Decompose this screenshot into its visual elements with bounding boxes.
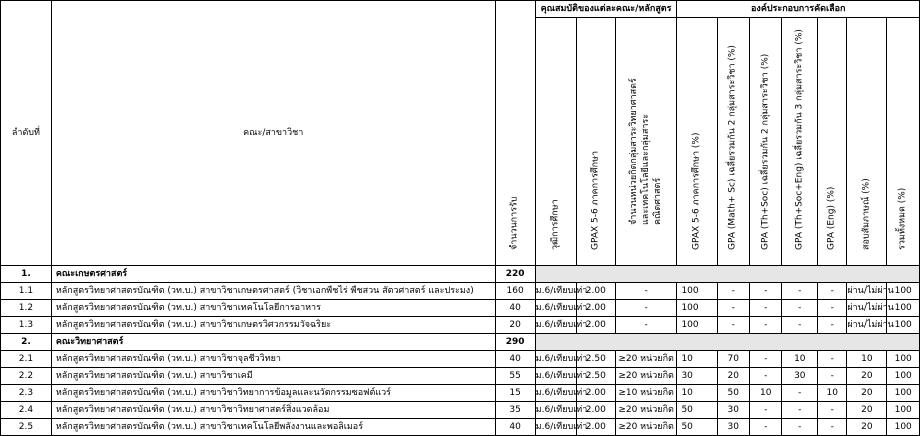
row-c6: ผ่าน/ไม่ผ่าน [847,283,887,300]
row-units: - [615,300,677,317]
row-c6: ผ่าน/ไม่ผ่าน [847,317,887,334]
header-s2 [717,18,749,266]
row-c3: - [749,351,781,368]
section-name: คณะวิทยาศาสตร์ [51,334,495,351]
row-no: 2.5 [1,419,52,436]
row-seats: 55 [495,368,535,385]
row-c3: - [749,368,781,385]
row-program: หลักสูตรวิทยาศาสตรบัณฑิต (วท.บ.) สาขาวิชาวิทยาการข้อมูลและนวัตกรรมซอฟต์แวร์ [51,385,495,402]
header-s4-label: GPA (Th+Soc+Eng) เฉลี่ยรวมกัน 3 กลุ่มสาระวิชา (%) [794,29,805,250]
header-edu [535,18,576,266]
row-c1: 50 [677,419,717,436]
row-c4: 10 [782,351,818,368]
header-s7 [887,18,920,266]
table-row [1,402,920,419]
row-edu: ม.6/เทียบเท่า [535,419,576,436]
header-gpax [576,18,615,266]
row-c4: 30 [782,368,818,385]
row-no: 1.1 [1,283,52,300]
header-s6-label: สอบสัมภาษณ์ (%) [861,178,872,250]
row-c7: 100 [887,283,920,300]
row-seats: 15 [495,385,535,402]
row-gpax: 2.00 [576,402,615,419]
row-c7: 100 [887,351,920,368]
row-c2: 30 [717,419,749,436]
header-gpax-label: GPAX 5-6 ภาคการศึกษา [590,150,601,250]
header-units [615,18,677,266]
row-no: 1.3 [1,317,52,334]
row-c1: 50 [677,402,717,419]
row-gpax: 2.50 [576,351,615,368]
row-edu: ม.6/เทียบเท่า [535,368,576,385]
header-units-label: จำนวนหน่วยกิตกลุ่มสาระวิทยาศาสตร์และเทคโนโลยีและกลุ่มสาระคณิตศาสตร์ [629,78,664,225]
row-c6: 20 [847,419,887,436]
table-row [1,419,920,436]
row-c2: 50 [717,385,749,402]
row-c3: - [749,419,781,436]
section-filler [535,334,919,351]
row-gpax: 2.00 [576,419,615,436]
row-gpax: 2.00 [576,317,615,334]
header-selection-group: องค์ประกอบการคัดเลือก [677,1,920,18]
row-edu: ม.6/เทียบเท่า [535,317,576,334]
table-row [1,317,920,334]
table-row [1,283,920,300]
row-program: หลักสูตรวิทยาศาสตรบัณฑิต (วท.บ.) สาขาวิชาเทคโนโลยีพลังงานและพอลิเมอร์ [51,419,495,436]
header-s2-label: GPA (Math+ Sc) เฉลี่ยรวมกัน 2 กลุ่มสาระวิชา (%) [727,45,738,250]
row-program: หลักสูตรวิทยาศาสตรบัณฑิต (วท.บ.) สาขาวิชาเกษตรวิศวกรรมวัจฉริยะ [51,317,495,334]
row-program: หลักสูตรวิทยาศาสตรบัณฑิต (วท.บ.) สาขาวิชาเทคโนโลยีการอาหาร [51,300,495,317]
header-qualification-group: คุณสมบัติของแต่ละคณะ/หลักสูตร [535,1,677,18]
row-c6: 20 [847,368,887,385]
row-c1: 30 [677,368,717,385]
row-units: - [615,283,677,300]
row-units: - [615,317,677,334]
row-program: หลักสูตรวิทยาศาสตรบัณฑิต (วท.บ.) สาขาวิชาเกษตรศาสตร์ (วิชาเอกพืชไร่ พืชสวน สัตวศาสตร์ และประมง) [51,283,495,300]
row-units: ≥20 หน่วยกิต [615,419,677,436]
row-units: ≥20 หน่วยกิต [615,368,677,385]
header-s3-label: GPA (Th+Soc) เฉลี่ยรวมกัน 2 กลุ่มสาระวิชา (%) [760,53,771,250]
row-c7: 100 [887,300,920,317]
row-c7: 100 [887,368,920,385]
row-c5: - [818,300,847,317]
row-c5: - [818,368,847,385]
section-seats: 290 [495,334,535,351]
row-seats: 20 [495,317,535,334]
row-c4: - [782,385,818,402]
header-seats-label: จำนวนการรับ [509,196,520,250]
row-c6: ผ่าน/ไม่ผ่าน [847,300,887,317]
row-c7: 100 [887,402,920,419]
section-name: คณะเกษตรศาสตร์ [51,266,495,283]
table-row [1,368,920,385]
row-edu: ม.6/เทียบเท่า [535,385,576,402]
row-c3: - [749,283,781,300]
row-c5: 10 [818,385,847,402]
row-gpax: 2.50 [576,368,615,385]
table-row [1,300,920,317]
row-c6: 10 [847,351,887,368]
row-program: หลักสูตรวิทยาศาสตรบัณฑิต (วท.บ.) สาขาวิชาเคมี [51,368,495,385]
row-c1: 100 [677,300,717,317]
row-no: 2.1 [1,351,52,368]
row-no: 2.3 [1,385,52,402]
row-c3: - [749,300,781,317]
row-c4: - [782,402,818,419]
row-gpax: 2.00 [576,385,615,402]
row-gpax: 2.00 [576,300,615,317]
row-edu: ม.6/เทียบเท่า [535,300,576,317]
row-c3: 10 [749,385,781,402]
section-row-agriculture [1,266,920,283]
row-c3: - [749,317,781,334]
row-no: 1.2 [1,300,52,317]
row-c5: - [818,283,847,300]
row-c5: - [818,419,847,436]
header-faculty: คณะ/สาขาวิชา [51,1,495,266]
row-c4: - [782,300,818,317]
row-c6: 20 [847,385,887,402]
row-edu: ม.6/เทียบเท่า [535,402,576,419]
row-c4: - [782,419,818,436]
section-no: 1. [1,266,52,283]
header-s1-label: GPAX 5-6 ภาคการศึกษา (%) [691,132,702,250]
section-filler [535,266,919,283]
row-c6: 20 [847,402,887,419]
row-c1: 100 [677,283,717,300]
row-c5: - [818,351,847,368]
row-no: 2.2 [1,368,52,385]
row-c1: 10 [677,385,717,402]
row-c2: 70 [717,351,749,368]
header-s6 [847,18,887,266]
row-seats: 40 [495,419,535,436]
row-c7: 100 [887,385,920,402]
row-gpax: 2.00 [576,283,615,300]
row-seats: 40 [495,351,535,368]
header-s3 [749,18,781,266]
row-seats: 160 [495,283,535,300]
row-c3: - [749,402,781,419]
header-seats [495,1,535,266]
header-edu-label: วุฒิการศึกษา [550,199,561,250]
row-edu: ม.6/เทียบเท่า [535,283,576,300]
row-units: ≥20 หน่วยกิต [615,351,677,368]
row-no: 2.4 [1,402,52,419]
row-c2: 20 [717,368,749,385]
row-c5: - [818,317,847,334]
row-c2: - [717,283,749,300]
header-s1 [677,18,717,266]
row-seats: 35 [495,402,535,419]
header-s5 [818,18,847,266]
row-c7: 100 [887,419,920,436]
table-row [1,385,920,402]
row-c4: - [782,283,818,300]
row-program: หลักสูตรวิทยาศาสตรบัณฑิต (วท.บ.) สาขาวิชาวิทยาศาสตร์สิ่งแวดล้อม [51,402,495,419]
row-program: หลักสูตรวิทยาศาสตรบัณฑิต (วท.บ.) สาขาวิชาจุลชีววิทยา [51,351,495,368]
row-c1: 10 [677,351,717,368]
table-row [1,351,920,368]
section-no: 2. [1,334,52,351]
row-edu: ม.6/เทียบเท่า [535,351,576,368]
header-no: ลำดับที่ [1,1,52,266]
row-units: ≥10 หน่วยกิต [615,385,677,402]
row-seats: 40 [495,300,535,317]
row-c5: - [818,402,847,419]
header-s4 [782,18,818,266]
row-c2: - [717,317,749,334]
row-c2: - [717,300,749,317]
row-c1: 100 [677,317,717,334]
row-c2: 30 [717,402,749,419]
header-s7-label: รวมทั้งหมด (%) [897,187,908,250]
header-s5-label: GPA (Eng) (%) [826,186,837,250]
section-row-science [1,334,920,351]
row-c7: 100 [887,317,920,334]
row-c4: - [782,317,818,334]
section-seats: 220 [495,266,535,283]
row-units: ≥20 หน่วยกิต [615,402,677,419]
